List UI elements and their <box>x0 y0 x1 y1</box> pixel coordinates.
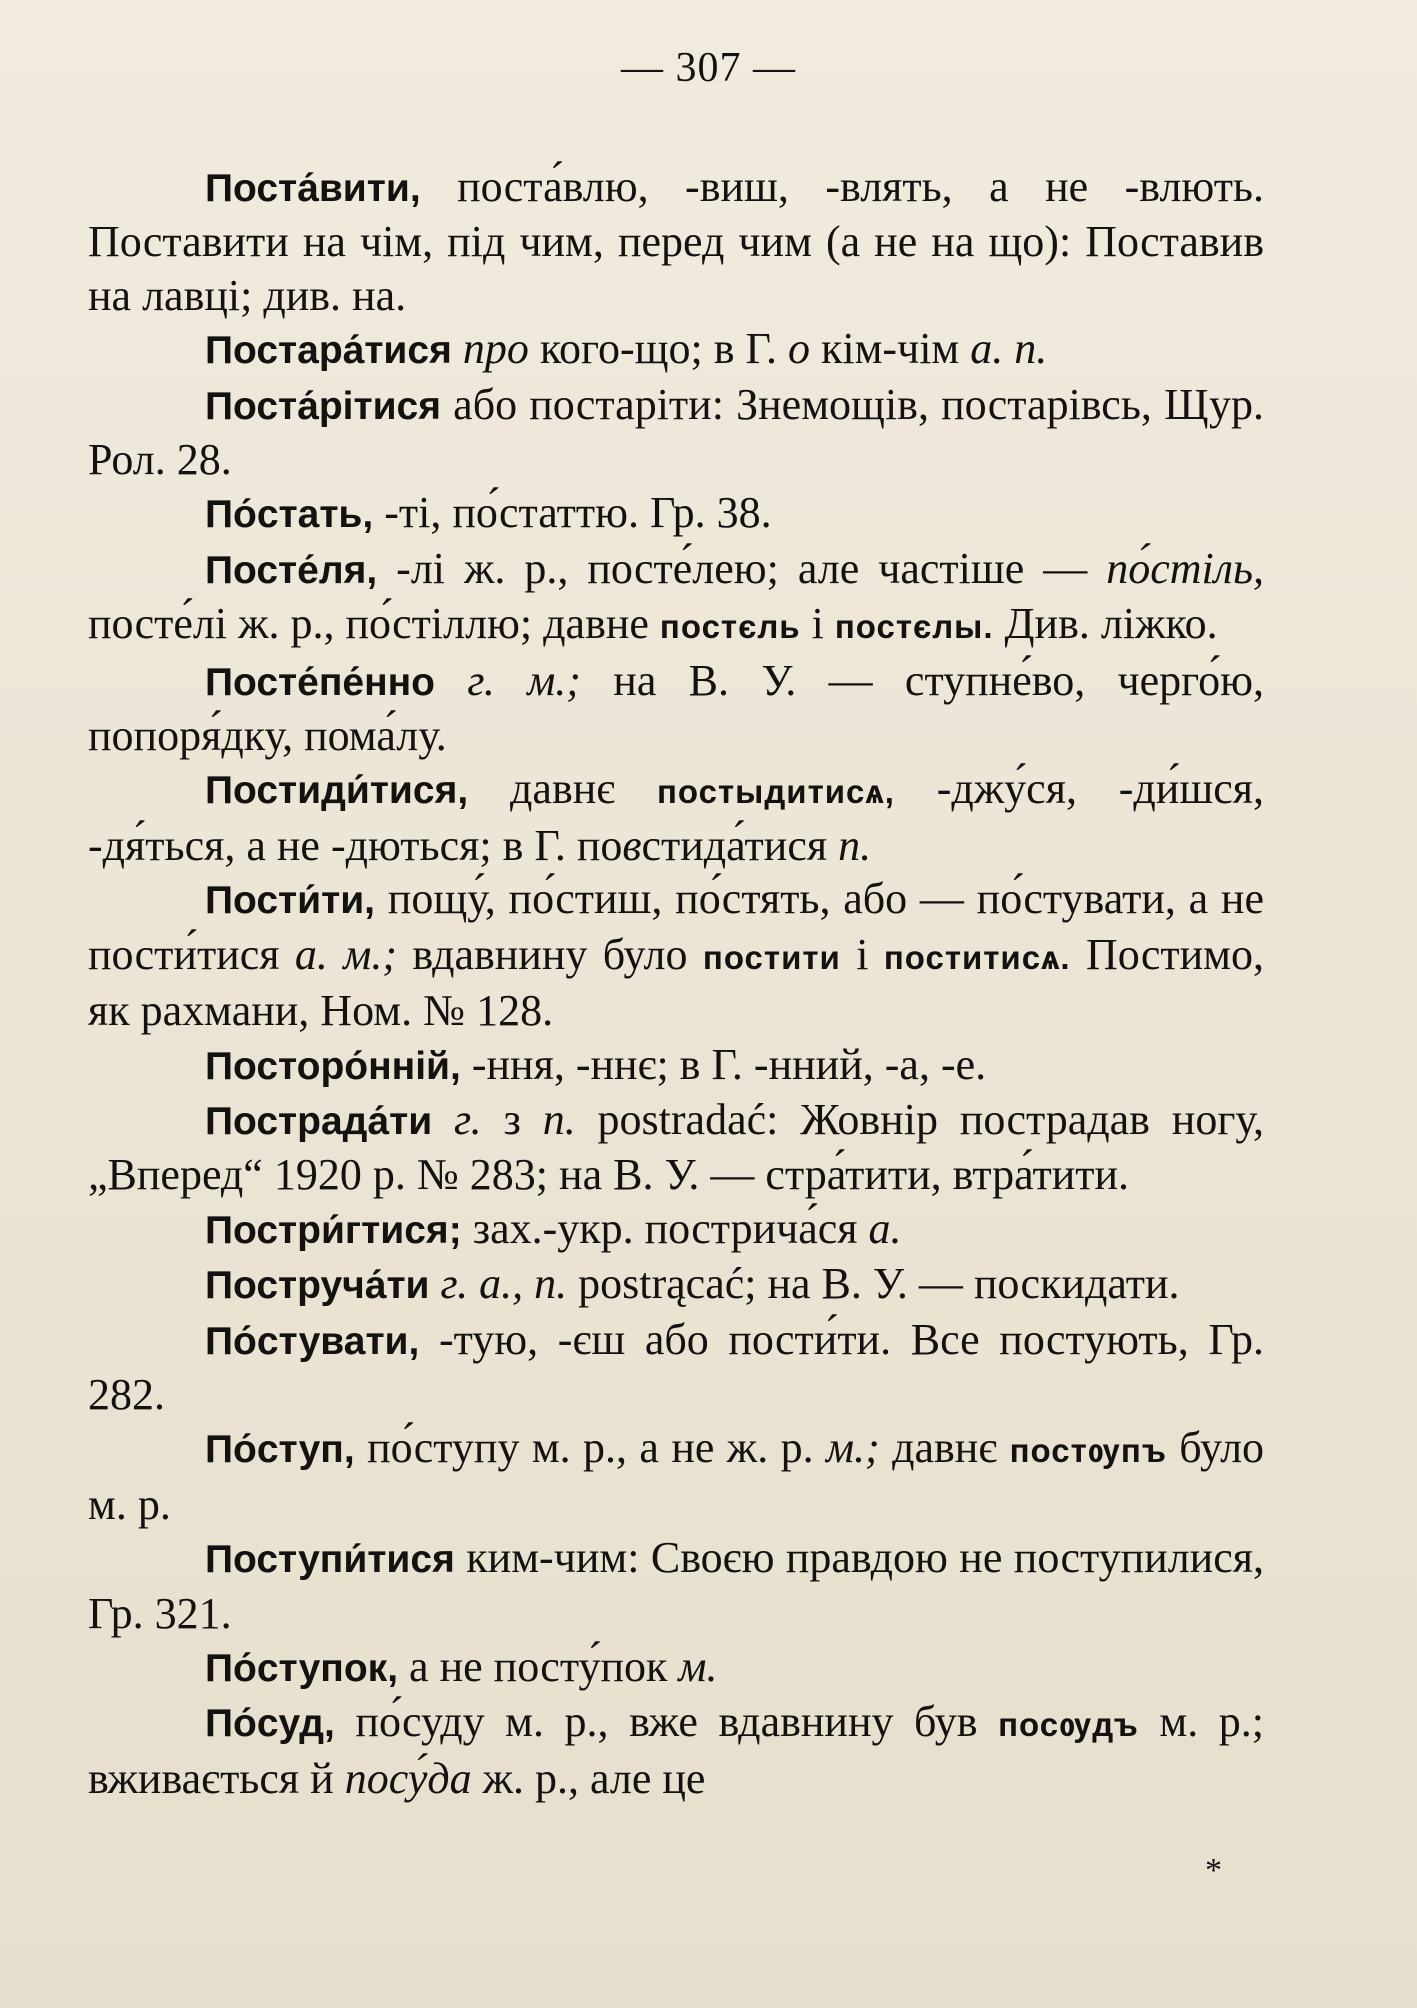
italic-note: посу́да <box>344 1753 472 1803</box>
entry-text: м. р.; вживається й <box>88 1697 1264 1803</box>
old-form: постѹпъ <box>1009 1432 1167 1470</box>
dictionary-entry <box>88 542 1264 654</box>
entry-text: а не посту́пок <box>398 1641 679 1691</box>
entry-text: або постаріти: Знемощів, постарівсь, Щур. Рол. 28. <box>88 379 1264 485</box>
headword: Посте́ля, <box>205 548 378 592</box>
headword: Постри́гтися; <box>205 1208 462 1252</box>
page-number: — 307 — <box>621 45 796 91</box>
entry-text: давнє <box>879 1423 1010 1473</box>
entry-text <box>435 656 467 705</box>
italic-note: г. <box>454 1094 482 1144</box>
headword: По́ступок, <box>205 1646 399 1690</box>
dictionary-entry <box>88 762 1264 872</box>
dictionary-entry <box>88 872 1264 1037</box>
headword: По́стувати, <box>205 1319 420 1363</box>
entry-text: давнє <box>468 764 657 814</box>
italic-note: а. <box>868 1203 902 1253</box>
old-form: постити <box>702 938 841 976</box>
dictionary-entry <box>88 322 1264 377</box>
entry-text: -ті, по́статтю. Гр. 38. <box>373 488 772 538</box>
entry-text: postrącać; на В. У. — поскидати. <box>567 1259 1180 1309</box>
entry-text: Див. ліжко. <box>993 599 1218 649</box>
old-form: поститисѧ. <box>883 938 1071 976</box>
headword: Поста́вити, <box>205 167 421 210</box>
entry-text: по́суду м. р., вже вдавнину був <box>334 1697 999 1747</box>
italic-note: про <box>462 324 529 374</box>
dictionary-entry <box>88 1257 1264 1312</box>
dictionary-body <box>88 160 1264 1805</box>
entry-text: кого-що; в Г. <box>528 324 788 374</box>
headword: По́ступ, <box>205 1428 355 1472</box>
entry-text: ким-чим: Своєю правдою не поступилися, Гр. 321. <box>88 1533 1264 1638</box>
entry-text: і <box>800 599 835 649</box>
old-form: постыдитисѧ, <box>656 773 895 811</box>
dictionary-entry <box>88 1038 1264 1093</box>
entry-text: postradać: Жовнір пострадав ногу, „Вперед“ 1920 р. № 283; на В. У. — стра́тити, втра́тити. <box>88 1094 1264 1200</box>
italic-note: о <box>787 324 810 374</box>
headword: По́суд, <box>205 1702 335 1746</box>
signature-mark: * <box>1205 1852 1222 1889</box>
italic-note: г. а., п. <box>440 1259 568 1309</box>
entry-text: на В. У. — ступне́во, черго́ю, попоря́дку, пома́лу. <box>88 655 1264 761</box>
entry-text: -ння, -ннє; в Г. -нний, -а, -е. <box>460 1039 987 1089</box>
entry-text: з <box>481 1094 543 1144</box>
headword: Пости́ти, <box>205 879 376 923</box>
entry-text: було м. р. <box>88 1423 1265 1529</box>
dictionary-entry <box>88 1695 1264 1805</box>
headword: По́стать, <box>205 493 374 537</box>
entry-text: поста́влю, -виш, -влять, а не -влють. Поставити на чім, під чим, перед чим (а не на що): Поставив на лавці; див. на. <box>88 162 1264 320</box>
headword: Постара́тися <box>205 329 452 373</box>
entry-text: стида́тися <box>641 820 839 870</box>
headword: Посте́пе́нно <box>205 660 436 704</box>
italic-note: по́стіль, <box>1106 543 1264 593</box>
entry-text: -джу́ся, -ди́шся, -дя́ться, а не -дються; в Г. по <box>88 764 1264 870</box>
entry-text: посте́лі ж. р., по́стіллю; давне <box>88 599 660 649</box>
dictionary-entry <box>88 654 1264 763</box>
italic-note: п. <box>838 820 872 870</box>
italic-note: а. п. <box>970 324 1048 374</box>
entry-text: -лі ж. р., посте́лею; але частіше — <box>377 543 1107 593</box>
entry-text: і <box>840 929 884 979</box>
old-form: посѹдъ <box>998 1706 1139 1744</box>
old-form: постєлы. <box>834 608 994 646</box>
entry-text: по́ступу м. р., а не ж. р. <box>354 1423 826 1473</box>
dictionary-entry <box>88 486 1264 541</box>
entry-text <box>430 1259 441 1308</box>
italic-note: п. <box>542 1094 576 1144</box>
entry-text: вдавнину було <box>397 929 703 979</box>
headword: Посторо́нній, <box>205 1044 461 1088</box>
entry-text: ж. р., але це <box>471 1753 706 1803</box>
dictionary-entry <box>88 1093 1264 1202</box>
headword: Поструча́ти <box>205 1264 430 1308</box>
dictionary-entry <box>88 160 1264 322</box>
italic-note: м. <box>678 1641 718 1691</box>
dictionary-entry <box>88 378 1264 487</box>
entry-text: Постимо, як рахмани, Ном. № 128. <box>88 929 1264 1036</box>
headword: Поступи́тися <box>205 1538 455 1582</box>
italic-note: а. м.; <box>294 929 397 979</box>
dictionary-entry <box>88 1313 1264 1422</box>
dictionary-entry <box>88 1421 1264 1531</box>
entry-text: -тую, -єш або пости́ти. Все постують, Гр. 282. <box>88 1314 1264 1419</box>
entry-text: зах.-укр. пострича́ся <box>461 1203 869 1253</box>
old-form: постєль <box>659 608 801 646</box>
italic-note: в <box>622 820 642 870</box>
headword: Пострада́ти <box>205 1099 433 1143</box>
dictionary-entry <box>88 1640 1264 1695</box>
italic-note: м.; <box>825 1423 880 1473</box>
dictionary-entry <box>88 1202 1264 1257</box>
italic-note: г. м.; <box>467 655 581 705</box>
headword: Поста́рітися <box>205 384 441 428</box>
entry-text: кім-чім <box>809 324 971 374</box>
dictionary-entry <box>88 1531 1264 1640</box>
entry-text: пощу́, по́стиш, по́стять, або — по́стувати, а не пости́тися <box>88 874 1264 979</box>
entry-text <box>452 324 463 373</box>
entry-text <box>432 1095 454 1144</box>
headword: Постиди́тися, <box>205 769 469 813</box>
